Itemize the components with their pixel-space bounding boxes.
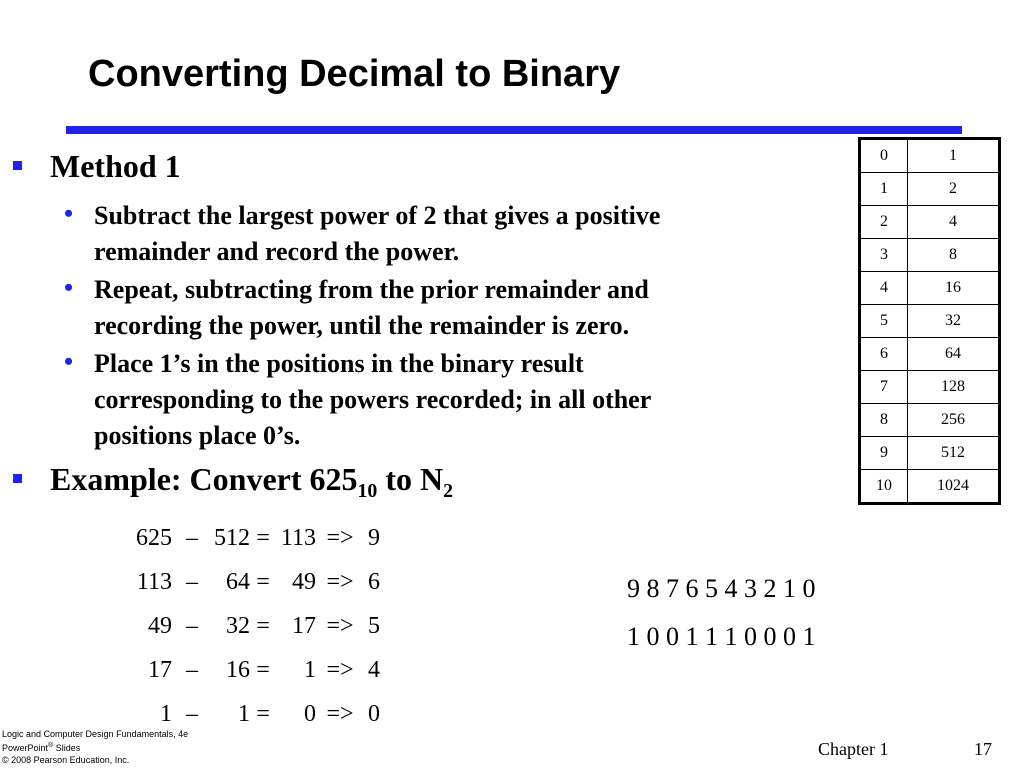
footer-copyright: © 2008 Pearson Education, Inc. bbox=[2, 755, 130, 765]
registered-mark: ® bbox=[48, 742, 54, 749]
calc-p: 9 bbox=[368, 525, 380, 551]
dot-bullet-icon: • bbox=[64, 199, 74, 228]
power-value-cell: 4 bbox=[908, 206, 1000, 239]
calc-eq: = bbox=[256, 613, 270, 639]
example-base-10: 10 bbox=[357, 479, 378, 502]
table-row bbox=[860, 139, 1000, 173]
power-value-cell: 1024 bbox=[908, 470, 1000, 504]
sub-bullet-3-line-1: Place 1’s in the positions in the binary result bbox=[94, 349, 584, 378]
calc-b: 64 bbox=[226, 569, 250, 595]
calc-r: 113 bbox=[280, 525, 316, 551]
power-value-cell: 1 bbox=[908, 139, 1000, 173]
bullet-example bbox=[50, 460, 454, 502]
table-row bbox=[860, 272, 1000, 305]
square-bullet-icon bbox=[13, 474, 22, 483]
calc-a: 17 bbox=[148, 657, 172, 683]
footer-chapter: Chapter 1 bbox=[818, 739, 889, 759]
calc-a: 1 bbox=[160, 701, 172, 727]
calc-eq: = bbox=[256, 569, 270, 595]
calc-op: – bbox=[186, 525, 198, 551]
sub-bullet-1-line-1: Subtract the largest power of 2 that gives a positive bbox=[94, 201, 661, 230]
table-row bbox=[860, 338, 1000, 371]
exponent-cell: 6 bbox=[860, 338, 908, 371]
table-row bbox=[860, 470, 1000, 504]
power-value-cell: 8 bbox=[908, 239, 1000, 272]
calc-p: 6 bbox=[368, 569, 380, 595]
calc-arrow: => bbox=[326, 657, 354, 683]
calc-op: – bbox=[186, 613, 198, 639]
sub-bullet-3-line-2: corresponding to the powers recorded; in all other bbox=[94, 385, 652, 414]
dot-bullet-icon: • bbox=[64, 273, 74, 302]
exponent-cell: 0 bbox=[860, 139, 908, 173]
calc-op: – bbox=[186, 569, 198, 595]
calc-a: 625 bbox=[136, 525, 172, 551]
subtraction-steps bbox=[110, 516, 380, 736]
calculation-row bbox=[110, 516, 380, 560]
calc-b: 32 bbox=[226, 613, 250, 639]
exponent-cell: 2 bbox=[860, 206, 908, 239]
calc-eq: = bbox=[256, 701, 270, 727]
binary-digits: 1 0 0 1 1 1 0 0 0 1 bbox=[627, 622, 816, 651]
table-row bbox=[860, 371, 1000, 404]
calc-eq: = bbox=[256, 657, 270, 683]
calc-op: – bbox=[186, 701, 198, 727]
calc-r: 1 bbox=[304, 657, 316, 683]
calc-r: 49 bbox=[292, 569, 316, 595]
sub-bullet-1-line-2: remainder and record the power. bbox=[94, 237, 460, 266]
calculation-row bbox=[110, 560, 380, 604]
sub-bullet-2-line-2: recording the power, until the remainder is zero. bbox=[94, 311, 630, 340]
power-value-cell: 256 bbox=[908, 404, 1000, 437]
exponent-cell: 4 bbox=[860, 272, 908, 305]
table-row bbox=[860, 305, 1000, 338]
footer-powerpoint: PowerPoint bbox=[2, 743, 49, 753]
calc-arrow: => bbox=[326, 569, 354, 595]
power-value-cell: 512 bbox=[908, 437, 1000, 470]
slide-title: Converting Decimal to Binary bbox=[88, 53, 621, 95]
dot-bullet-icon: • bbox=[64, 347, 74, 376]
sub-bullet-2 bbox=[94, 272, 854, 344]
page-number: 17 bbox=[974, 739, 992, 759]
calc-b: 1 bbox=[238, 701, 250, 727]
bullet-method: Method 1 bbox=[50, 148, 181, 184]
table-row bbox=[860, 239, 1000, 272]
table-row bbox=[860, 173, 1000, 206]
calc-b: 16 bbox=[226, 657, 250, 683]
exponent-cell: 10 bbox=[860, 470, 908, 504]
example-text-to: to N bbox=[377, 461, 444, 497]
calc-arrow: => bbox=[326, 613, 354, 639]
power-value-cell: 128 bbox=[908, 371, 1000, 404]
exponent-cell: 8 bbox=[860, 404, 908, 437]
footer-slides-label bbox=[2, 740, 188, 754]
power-value-cell: 32 bbox=[908, 305, 1000, 338]
table-row bbox=[860, 437, 1000, 470]
table-row bbox=[860, 404, 1000, 437]
example-text: Example: Convert 625 bbox=[50, 461, 358, 497]
binary-positions: 9 8 7 6 5 4 3 2 1 0 bbox=[627, 574, 816, 603]
power-value-cell: 2 bbox=[908, 173, 1000, 206]
power-value-cell: 64 bbox=[908, 338, 1000, 371]
calc-arrow: => bbox=[326, 525, 354, 551]
calc-eq: = bbox=[256, 525, 270, 551]
calc-p: 0 bbox=[368, 701, 380, 727]
exponent-cell: 5 bbox=[860, 305, 908, 338]
calc-r: 17 bbox=[292, 613, 316, 639]
sub-bullet-1 bbox=[94, 198, 854, 270]
calc-r: 0 bbox=[304, 701, 316, 727]
calc-op: – bbox=[186, 657, 198, 683]
title-underline bbox=[66, 126, 962, 134]
sub-bullet-3 bbox=[94, 346, 854, 454]
sub-bullet-3-line-3: positions place 0’s. bbox=[94, 421, 301, 450]
footer-slides: Slides bbox=[53, 743, 81, 753]
powers-of-two-table bbox=[858, 137, 1001, 505]
exponent-cell: 7 bbox=[860, 371, 908, 404]
calculation-row bbox=[110, 648, 380, 692]
square-bullet-icon bbox=[13, 161, 22, 170]
calc-p: 5 bbox=[368, 613, 380, 639]
footer-credits bbox=[2, 728, 188, 766]
example-base-2: 2 bbox=[443, 479, 454, 502]
calc-a: 49 bbox=[148, 613, 172, 639]
calculation-row bbox=[110, 604, 380, 648]
exponent-cell: 9 bbox=[860, 437, 908, 470]
exponent-cell: 3 bbox=[860, 239, 908, 272]
calc-b: 512 bbox=[214, 525, 250, 551]
calc-arrow: => bbox=[326, 701, 354, 727]
calc-p: 4 bbox=[368, 657, 380, 683]
sub-bullet-2-line-1: Repeat, subtracting from the prior remainder and bbox=[94, 275, 649, 304]
calc-a: 113 bbox=[136, 569, 172, 595]
power-value-cell: 16 bbox=[908, 272, 1000, 305]
table-row bbox=[860, 206, 1000, 239]
footer-book-title: Logic and Computer Design Fundamentals, 4e bbox=[2, 729, 189, 739]
exponent-cell: 1 bbox=[860, 173, 908, 206]
